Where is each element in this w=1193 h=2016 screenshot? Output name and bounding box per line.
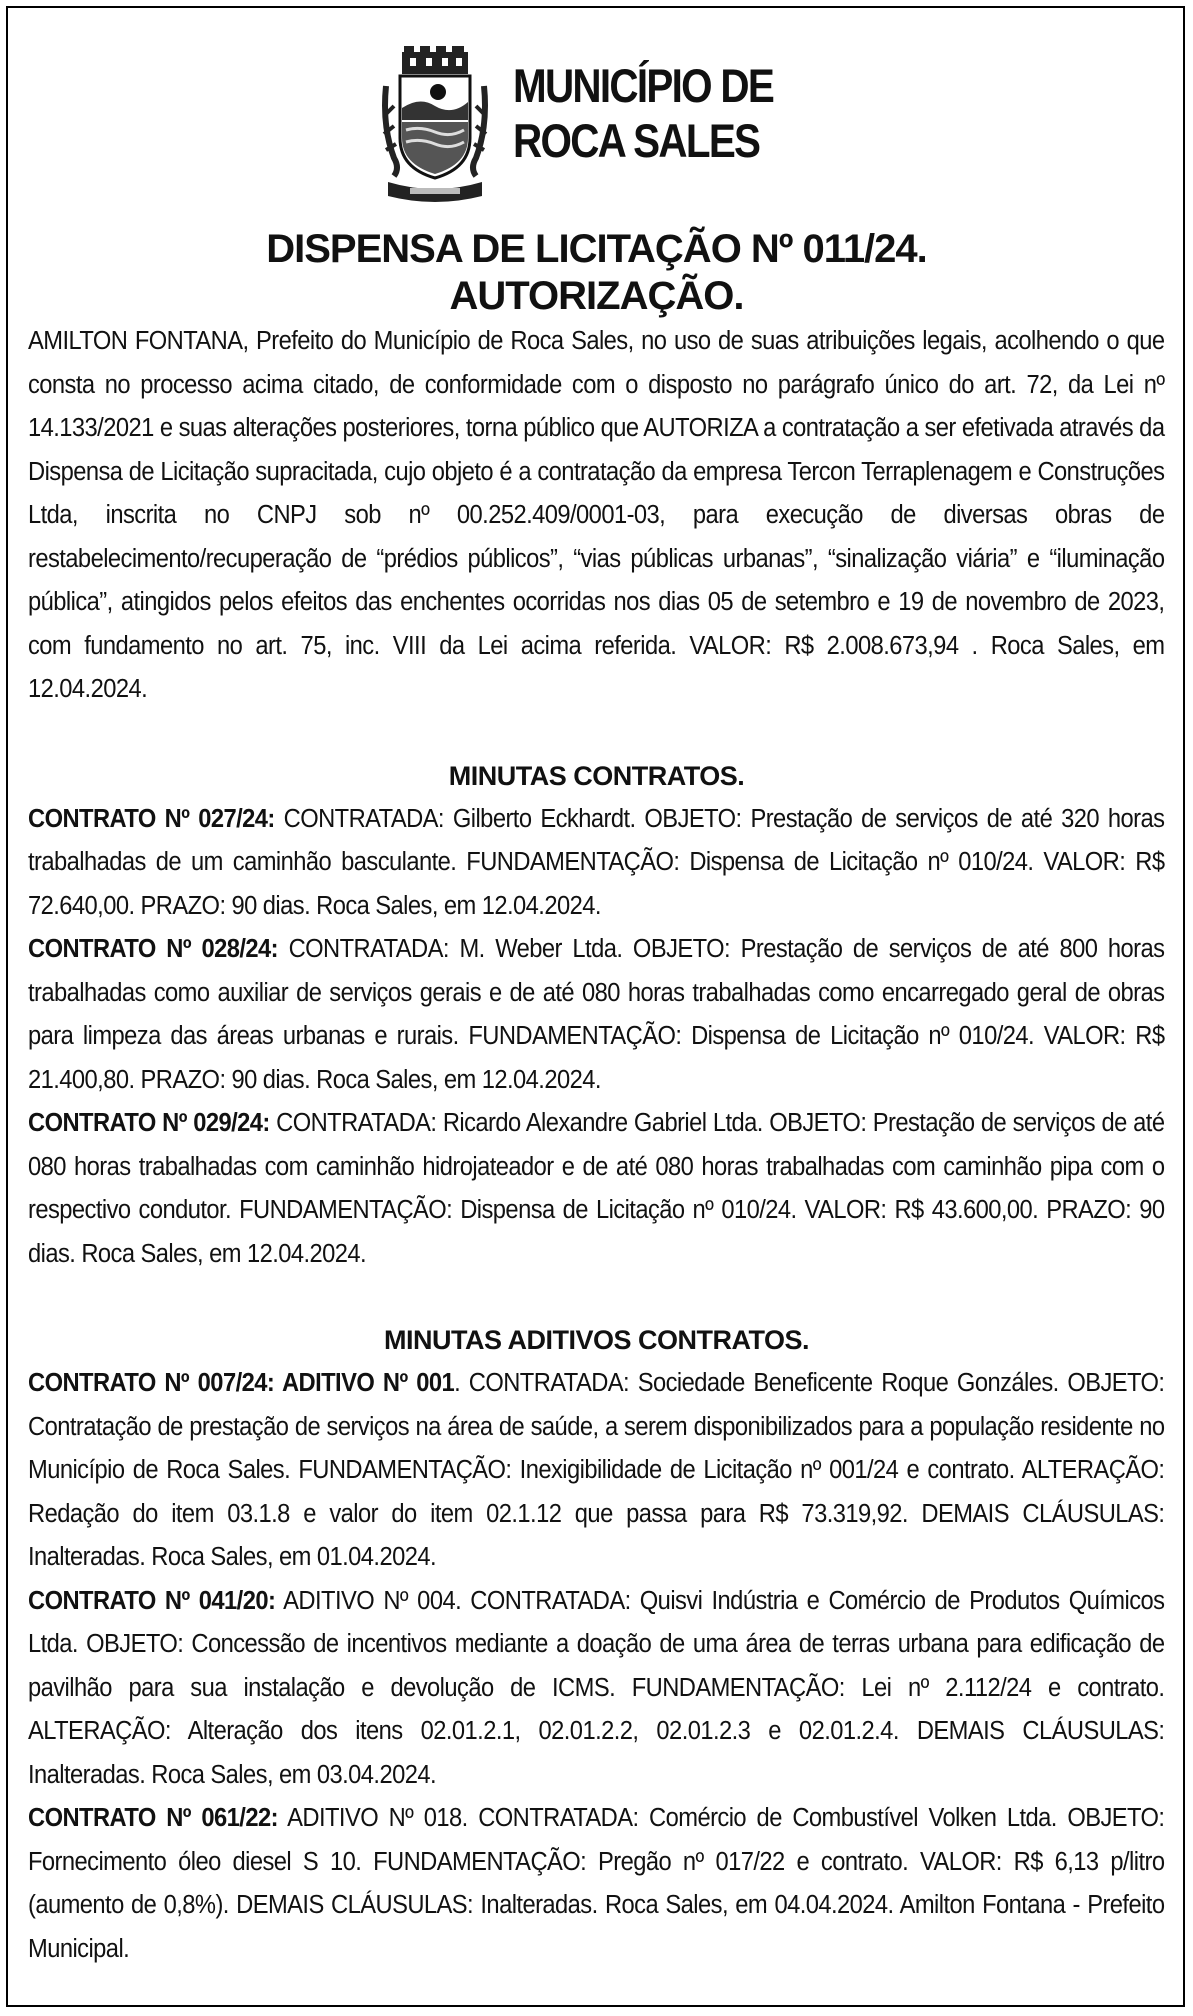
municipality-title xyxy=(513,58,773,168)
aditivo-paragraph xyxy=(28,1797,1164,1971)
minutas-aditivos-heading: MINUTAS ADITIVOS CONTRATOS. xyxy=(384,1325,809,1355)
minutas-contratos-heading: MINUTAS CONTRATOS. xyxy=(448,760,745,791)
aditivo-label: CONTRATO Nº 041/20: xyxy=(28,1586,276,1615)
contract-label: CONTRATO Nº 027/24: xyxy=(28,804,275,833)
contract-paragraph xyxy=(28,1102,1164,1276)
header xyxy=(8,36,1183,226)
dispensa-body: AMILTON FONTANA, Prefeito do Município de Roca Sales, no uso de suas atribuições legais, acolhendo o que consta no processo acima citado, de conformidade com o disposto no parágrafo único do art. 72, da Lei nº 14.133/2021 e suas alterações posteriores, torna público que AUTORIZA a contratação a ser efetivada através da Dispensa de Licitação supracitada, cujo objeto é a contratação da empresa Tercon Terraplenagem e Construções Ltda, inscrita no CNPJ sob nº 00.252.409/0001-03, para execução de diversas obras de restabelecimento/recuperação de “prédios públicos”, “vias públicas urbanas”, “sinalização viária” e “iluminação pública”, atingidos pelos efeitos das enchentes ocorridas nos dias 05 de setembro e 19 de novembro de 2023, com fundamento no art. 75, inc. VIII da Lei acima referida. VALOR: R$ 2.008.673,94 . Roca Sales, em 12.04.2024. xyxy=(28,327,1165,703)
publication-frame xyxy=(6,6,1185,2007)
dispensa-title-line-1: DISPENSA DE LICITAÇÃO Nº 011/24. xyxy=(266,227,927,271)
dispensa-title-line-2: AUTORIZAÇÃO. xyxy=(449,274,744,318)
notice-content xyxy=(28,226,1165,1971)
aditivo-label: CONTRATO Nº 007/24: ADITIVO Nº 001 xyxy=(28,1369,455,1397)
aditivo-text: . CONTRATADA: Sociedade Beneficente Roque Gonzáles. OBJETO: Contratação de prestação de serviços na área de saúde, a serem disponibilizados para a população residente no Município de Roca Sales. FUNDAMENTAÇÃO: Inexigibilidade de Licitação nº 001/24 e contrato. ALTERAÇÃO: Redação do item 03.1.8 e valor do item 02.1.12 que passa para R$ 73.319,92. DEMAIS CLÁUSULAS: Inalteradas. Roca Sales, em 01.04.2024. xyxy=(28,1369,1165,1571)
municipality-line-2: ROCA SALES xyxy=(513,114,760,167)
coat-of-arms-icon xyxy=(380,46,490,206)
contract-text: CONTRATADA: Ricardo Alexandre Gabriel Ltda. OBJETO: Prestação de serviços de até 080 horas trabalhadas com caminhão hidrojateador e de até 080 horas trabalhadas com caminhão pipa com o respectivo condutor. FUNDAMENTAÇÃO: Dispensa de Licitação nº 010/24. VALOR: R$ 43.600,00. PRAZO: 90 dias. Roca Sales, em 12.04.2024. xyxy=(28,1109,1165,1268)
contract-paragraph xyxy=(28,798,1164,929)
municipality-line-1: MUNICÍPIO DE xyxy=(513,59,774,112)
aditivo-paragraph xyxy=(28,1362,1164,1580)
contract-label: CONTRATO Nº 028/24: xyxy=(28,935,279,963)
dispensa-title xyxy=(28,226,1165,320)
contract-text: CONTRATADA: M. Weber Ltda. OBJETO: Prestação de serviços de até 800 horas trabalhadas como auxiliar de serviços gerais e de até 080 horas trabalhadas como encarregado geral de obras para limpeza das áreas urbanas e rurais. FUNDAMENTAÇÃO: Dispensa de Licitação nº 010/24. VALOR: R$ 21.400,80. PRAZO: 90 dias. Roca Sales, em 12.04.2024. xyxy=(28,935,1165,1094)
contract-paragraph xyxy=(28,928,1164,1102)
aditivo-text: ADITIVO Nº 004. CONTRATADA: Quisvi Indústria e Comércio de Produtos Químicos Ltda. OBJETO: Concessão de incentivos mediante a doação de uma área de terras urbana para edificação de pavilhão para sua instalação e devolução de ICMS. FUNDAMENTAÇÃO: Lei nº 2.112/24 e contrato. ALTERAÇÃO: Alteração dos itens 02.01.2.1, 02.01.2.2, 02.01.2.3 e 02.01.2.4. DEMAIS CLÁUSULAS: Inalteradas. Roca Sales, em 03.04.2024. xyxy=(28,1586,1165,1789)
aditivo-label: CONTRATO Nº 061/22: xyxy=(28,1804,278,1832)
contract-text: CONTRATADA: Gilberto Eckhardt. OBJETO: Prestação de serviços de até 320 horas trabalhadas de um caminhão basculante. FUNDAMENTAÇÃO: Dispensa de Licitação nº 010/24. VALOR: R$ 72.640,00. PRAZO: 90 dias. Roca Sales, em 12.04.2024. xyxy=(28,804,1165,920)
aditivo-paragraph xyxy=(28,1580,1164,1798)
aditivo-text: ADITIVO Nº 018. CONTRATADA: Comércio de Combustível Volken Ltda. OBJETO: Fornecimento óleo diesel S 10. FUNDAMENTAÇÃO: Pregão nº 017/22 e contrato. VALOR: R$ 6,13 p/litro (aumento de 0,8%). DEMAIS CLÁUSULAS: Inalteradas. Roca Sales, em 04.04.2024. Amilton Fontana - Prefeito Municipal. xyxy=(28,1804,1165,1963)
contract-label: CONTRATO Nº 029/24: xyxy=(28,1109,270,1137)
